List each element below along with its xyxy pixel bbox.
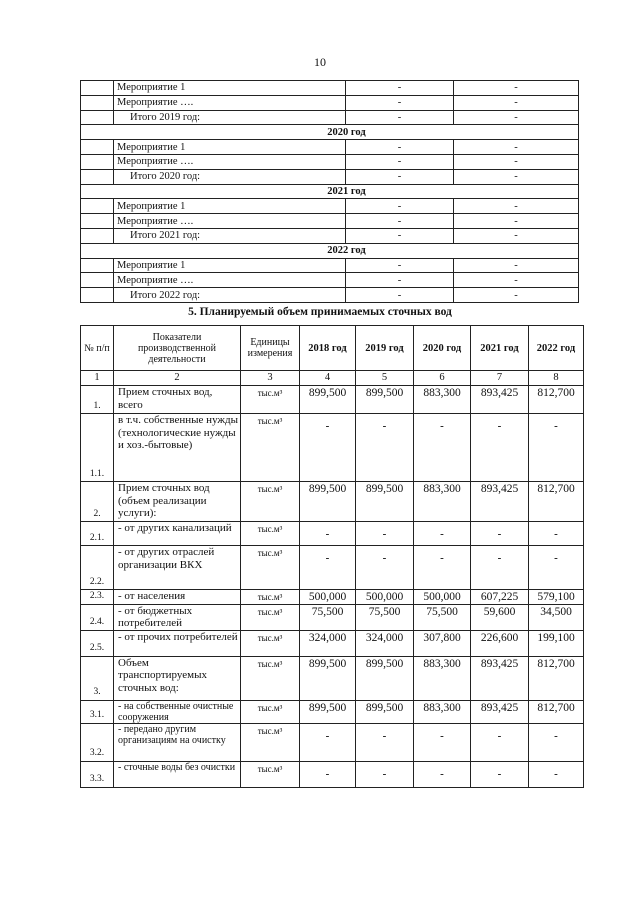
value-cell: 500,000	[300, 590, 356, 605]
value-cell: 899,500	[356, 482, 414, 522]
value-cell: -	[300, 546, 356, 590]
value-cell: 34,500	[529, 604, 584, 630]
year-header: 2022 год	[81, 243, 579, 258]
row-number: 1.	[81, 386, 114, 414]
event-index-cell	[81, 199, 114, 214]
event-value: -	[346, 273, 454, 288]
event-index-cell	[81, 214, 114, 229]
value-cell: -	[529, 723, 584, 761]
indicator-name	[114, 656, 241, 700]
event-row	[81, 140, 579, 155]
value-cell: -	[529, 522, 584, 546]
row-number: 2.5.	[81, 630, 114, 656]
column-number: 1	[81, 371, 114, 386]
event-row	[81, 258, 579, 273]
event-index-cell	[81, 140, 114, 155]
indicator-text: - от других отраслей организации ВКХ	[118, 546, 215, 571]
value-cell: -	[356, 761, 414, 787]
indicator-text: - сточные воды без очистки	[118, 761, 236, 773]
event-value: -	[454, 214, 579, 229]
row-number: 3.2.	[81, 723, 114, 761]
event-name: Мероприятие ….	[114, 214, 346, 229]
year-header: 2020 год	[81, 125, 579, 140]
indicator-text: - от бюджетных потребителей	[118, 604, 193, 629]
event-value: -	[454, 258, 579, 273]
column-number: 7	[471, 371, 529, 386]
column-number: 2	[114, 371, 241, 386]
row-number: 3.3.	[81, 761, 114, 787]
event-value: -	[346, 154, 454, 169]
unit-cell: тыс.м³	[241, 386, 300, 414]
value-cell: 893,425	[471, 386, 529, 414]
event-value: -	[346, 95, 454, 110]
event-value: -	[454, 110, 579, 125]
unit-cell: тыс.м³	[241, 546, 300, 590]
event-total-label: Итого 2022 год:	[114, 288, 346, 303]
row-number: 2.1.	[81, 522, 114, 546]
indicator-name	[114, 386, 241, 414]
event-row	[81, 273, 579, 288]
table-row	[81, 546, 584, 590]
event-total-label: Итого 2019 год:	[114, 110, 346, 125]
indicator-text: Прием сточных вод (объем реализации услуги):	[118, 482, 210, 519]
value-cell: -	[300, 414, 356, 482]
column-number: 4	[300, 371, 356, 386]
indicator-text: - от других канализаций	[118, 522, 232, 534]
page-number: 10	[314, 55, 326, 69]
value-cell: -	[414, 414, 471, 482]
value-cell: 893,425	[471, 700, 529, 723]
table-row	[81, 386, 584, 414]
value-cell: -	[356, 414, 414, 482]
value-cell: 899,500	[300, 656, 356, 700]
row-number: 2.2.	[81, 546, 114, 590]
event-value: -	[346, 81, 454, 96]
event-value: -	[346, 288, 454, 303]
row-number: 1.1.	[81, 414, 114, 482]
header-2021: 2021 год	[471, 326, 529, 371]
value-cell: 883,300	[414, 482, 471, 522]
indicator-name	[114, 546, 241, 590]
indicator-text: - от прочих потребителей	[118, 630, 238, 643]
event-row	[81, 154, 579, 169]
indicator-name	[114, 630, 241, 656]
event-index-cell	[81, 154, 114, 169]
value-cell: 500,000	[356, 590, 414, 605]
value-cell: -	[471, 546, 529, 590]
event-value: -	[454, 199, 579, 214]
event-index-cell	[81, 228, 114, 243]
event-value: -	[346, 169, 454, 184]
row-number: 2.4.	[81, 604, 114, 630]
value-cell: 893,425	[471, 482, 529, 522]
value-cell: 899,500	[300, 700, 356, 723]
value-cell: 883,300	[414, 386, 471, 414]
value-cell: -	[300, 522, 356, 546]
event-value: -	[454, 288, 579, 303]
unit-cell: тыс.м³	[241, 700, 300, 723]
event-name: Мероприятие 1	[114, 258, 346, 273]
unit-cell: тыс.м³	[241, 414, 300, 482]
event-value: -	[454, 169, 579, 184]
value-cell: -	[300, 761, 356, 787]
column-numbers-row	[81, 371, 584, 386]
event-index-cell	[81, 288, 114, 303]
event-name: Мероприятие ….	[114, 95, 346, 110]
value-cell: -	[356, 522, 414, 546]
event-value: -	[454, 81, 579, 96]
column-number: 5	[356, 371, 414, 386]
year-header-row	[81, 243, 579, 258]
unit-cell: тыс.м³	[241, 482, 300, 522]
event-value: -	[346, 214, 454, 229]
table-row	[81, 604, 584, 630]
event-value: -	[346, 140, 454, 155]
event-total-label: Итого 2020 год:	[114, 169, 346, 184]
event-row	[81, 199, 579, 214]
value-cell: -	[529, 761, 584, 787]
event-value: -	[346, 228, 454, 243]
year-header-row	[81, 125, 579, 140]
value-cell: 883,300	[414, 700, 471, 723]
event-row	[81, 288, 579, 303]
value-cell: -	[300, 723, 356, 761]
value-cell: 579,100	[529, 590, 584, 605]
unit-cell: тыс.м³	[241, 522, 300, 546]
value-cell: 324,000	[356, 630, 414, 656]
value-cell: -	[471, 522, 529, 546]
table-row	[81, 761, 584, 787]
event-value: -	[346, 110, 454, 125]
unit-cell: тыс.м³	[241, 761, 300, 787]
event-name: Мероприятие 1	[114, 81, 346, 96]
wastewater-table	[80, 325, 584, 788]
indicator-name	[114, 723, 241, 761]
table-row	[81, 414, 584, 482]
indicator-text: - передано другим организациям на очистку	[118, 723, 226, 746]
indicator-name	[114, 414, 241, 482]
value-cell: -	[471, 414, 529, 482]
indicator-name	[114, 761, 241, 787]
indicator-text: Объем транспортируемых сточных вод:	[118, 656, 207, 694]
value-cell: 893,425	[471, 656, 529, 700]
row-number: 3.	[81, 656, 114, 700]
table-row	[81, 522, 584, 546]
indicator-text: - от населения	[118, 590, 186, 602]
value-cell: 899,500	[356, 386, 414, 414]
event-row	[81, 169, 579, 184]
column-number: 3	[241, 371, 300, 386]
event-name: Мероприятие 1	[114, 199, 346, 214]
indicator-text: - на собственные очистные сооружения	[118, 700, 234, 723]
indicator-name	[114, 590, 241, 605]
event-index-cell	[81, 110, 114, 125]
table-row	[81, 590, 584, 605]
value-cell: -	[356, 546, 414, 590]
event-index-cell	[81, 169, 114, 184]
value-cell: -	[414, 546, 471, 590]
event-name: Мероприятие ….	[114, 273, 346, 288]
header-2020: 2020 год	[414, 326, 471, 371]
table-row	[81, 656, 584, 700]
event-row	[81, 110, 579, 125]
value-cell: -	[529, 414, 584, 482]
value-cell: 899,500	[300, 386, 356, 414]
table-row	[81, 630, 584, 656]
event-value: -	[454, 154, 579, 169]
value-cell: 59,600	[471, 604, 529, 630]
event-value: -	[454, 273, 579, 288]
row-number: 2.3.	[81, 590, 114, 605]
value-cell: 812,700	[529, 482, 584, 522]
value-cell: -	[356, 723, 414, 761]
value-cell: 899,500	[300, 482, 356, 522]
event-row	[81, 81, 579, 96]
value-cell: 75,500	[356, 604, 414, 630]
events-table	[80, 80, 579, 303]
value-cell: 899,500	[356, 700, 414, 723]
header-num: № п/п	[81, 326, 114, 371]
header-unit: Единицы измерения	[241, 326, 300, 371]
value-cell: 226,600	[471, 630, 529, 656]
indicator-name	[114, 522, 241, 546]
event-total-label: Итого 2021 год:	[114, 228, 346, 243]
unit-cell: тыс.м³	[241, 630, 300, 656]
value-cell: -	[414, 761, 471, 787]
header-2019: 2019 год	[356, 326, 414, 371]
year-header: 2021 год	[81, 184, 579, 199]
unit-cell: тыс.м³	[241, 604, 300, 630]
unit-cell: тыс.м³	[241, 723, 300, 761]
value-cell: 883,300	[414, 656, 471, 700]
unit-cell: тыс.м³	[241, 590, 300, 605]
value-cell: -	[471, 723, 529, 761]
event-value: -	[454, 228, 579, 243]
column-number: 8	[529, 371, 584, 386]
value-cell: 607,225	[471, 590, 529, 605]
event-value: -	[346, 258, 454, 273]
event-index-cell	[81, 258, 114, 273]
indicator-name	[114, 700, 241, 723]
value-cell: -	[414, 723, 471, 761]
column-number: 6	[414, 371, 471, 386]
event-name: Мероприятие ….	[114, 154, 346, 169]
indicator-name	[114, 604, 241, 630]
value-cell: 500,000	[414, 590, 471, 605]
event-row	[81, 214, 579, 229]
event-name: Мероприятие 1	[114, 140, 346, 155]
indicator-text: Прием сточных вод, всего	[118, 386, 213, 411]
header-2018: 2018 год	[300, 326, 356, 371]
value-cell: 75,500	[414, 604, 471, 630]
event-row	[81, 228, 579, 243]
value-cell: -	[471, 761, 529, 787]
section-title: 5. Планируемый объем принимаемых сточных вод	[188, 306, 452, 318]
indicator-name	[114, 482, 241, 522]
indicator-text: в т.ч. собственные нужды (технологические нужды и хоз.-бытовые)	[118, 414, 239, 451]
value-cell: 75,500	[300, 604, 356, 630]
row-number: 2.	[81, 482, 114, 522]
value-cell: -	[414, 522, 471, 546]
value-cell: 812,700	[529, 700, 584, 723]
event-index-cell	[81, 95, 114, 110]
value-cell: 199,100	[529, 630, 584, 656]
unit-cell: тыс.м³	[241, 656, 300, 700]
event-index-cell	[81, 81, 114, 96]
value-cell: 307,800	[414, 630, 471, 656]
event-value: -	[454, 95, 579, 110]
value-cell: 812,700	[529, 656, 584, 700]
event-value: -	[454, 140, 579, 155]
event-value: -	[346, 199, 454, 214]
year-header-row	[81, 184, 579, 199]
table-row	[81, 700, 584, 723]
value-cell: 812,700	[529, 386, 584, 414]
value-cell: -	[529, 546, 584, 590]
header-2022: 2022 год	[529, 326, 584, 371]
row-number: 3.1.	[81, 700, 114, 723]
value-cell: 324,000	[300, 630, 356, 656]
header-indicator: Показатели производственной деятельности	[114, 326, 241, 371]
table-row	[81, 482, 584, 522]
table-row	[81, 723, 584, 761]
event-index-cell	[81, 273, 114, 288]
event-row	[81, 95, 579, 110]
value-cell: 899,500	[356, 656, 414, 700]
